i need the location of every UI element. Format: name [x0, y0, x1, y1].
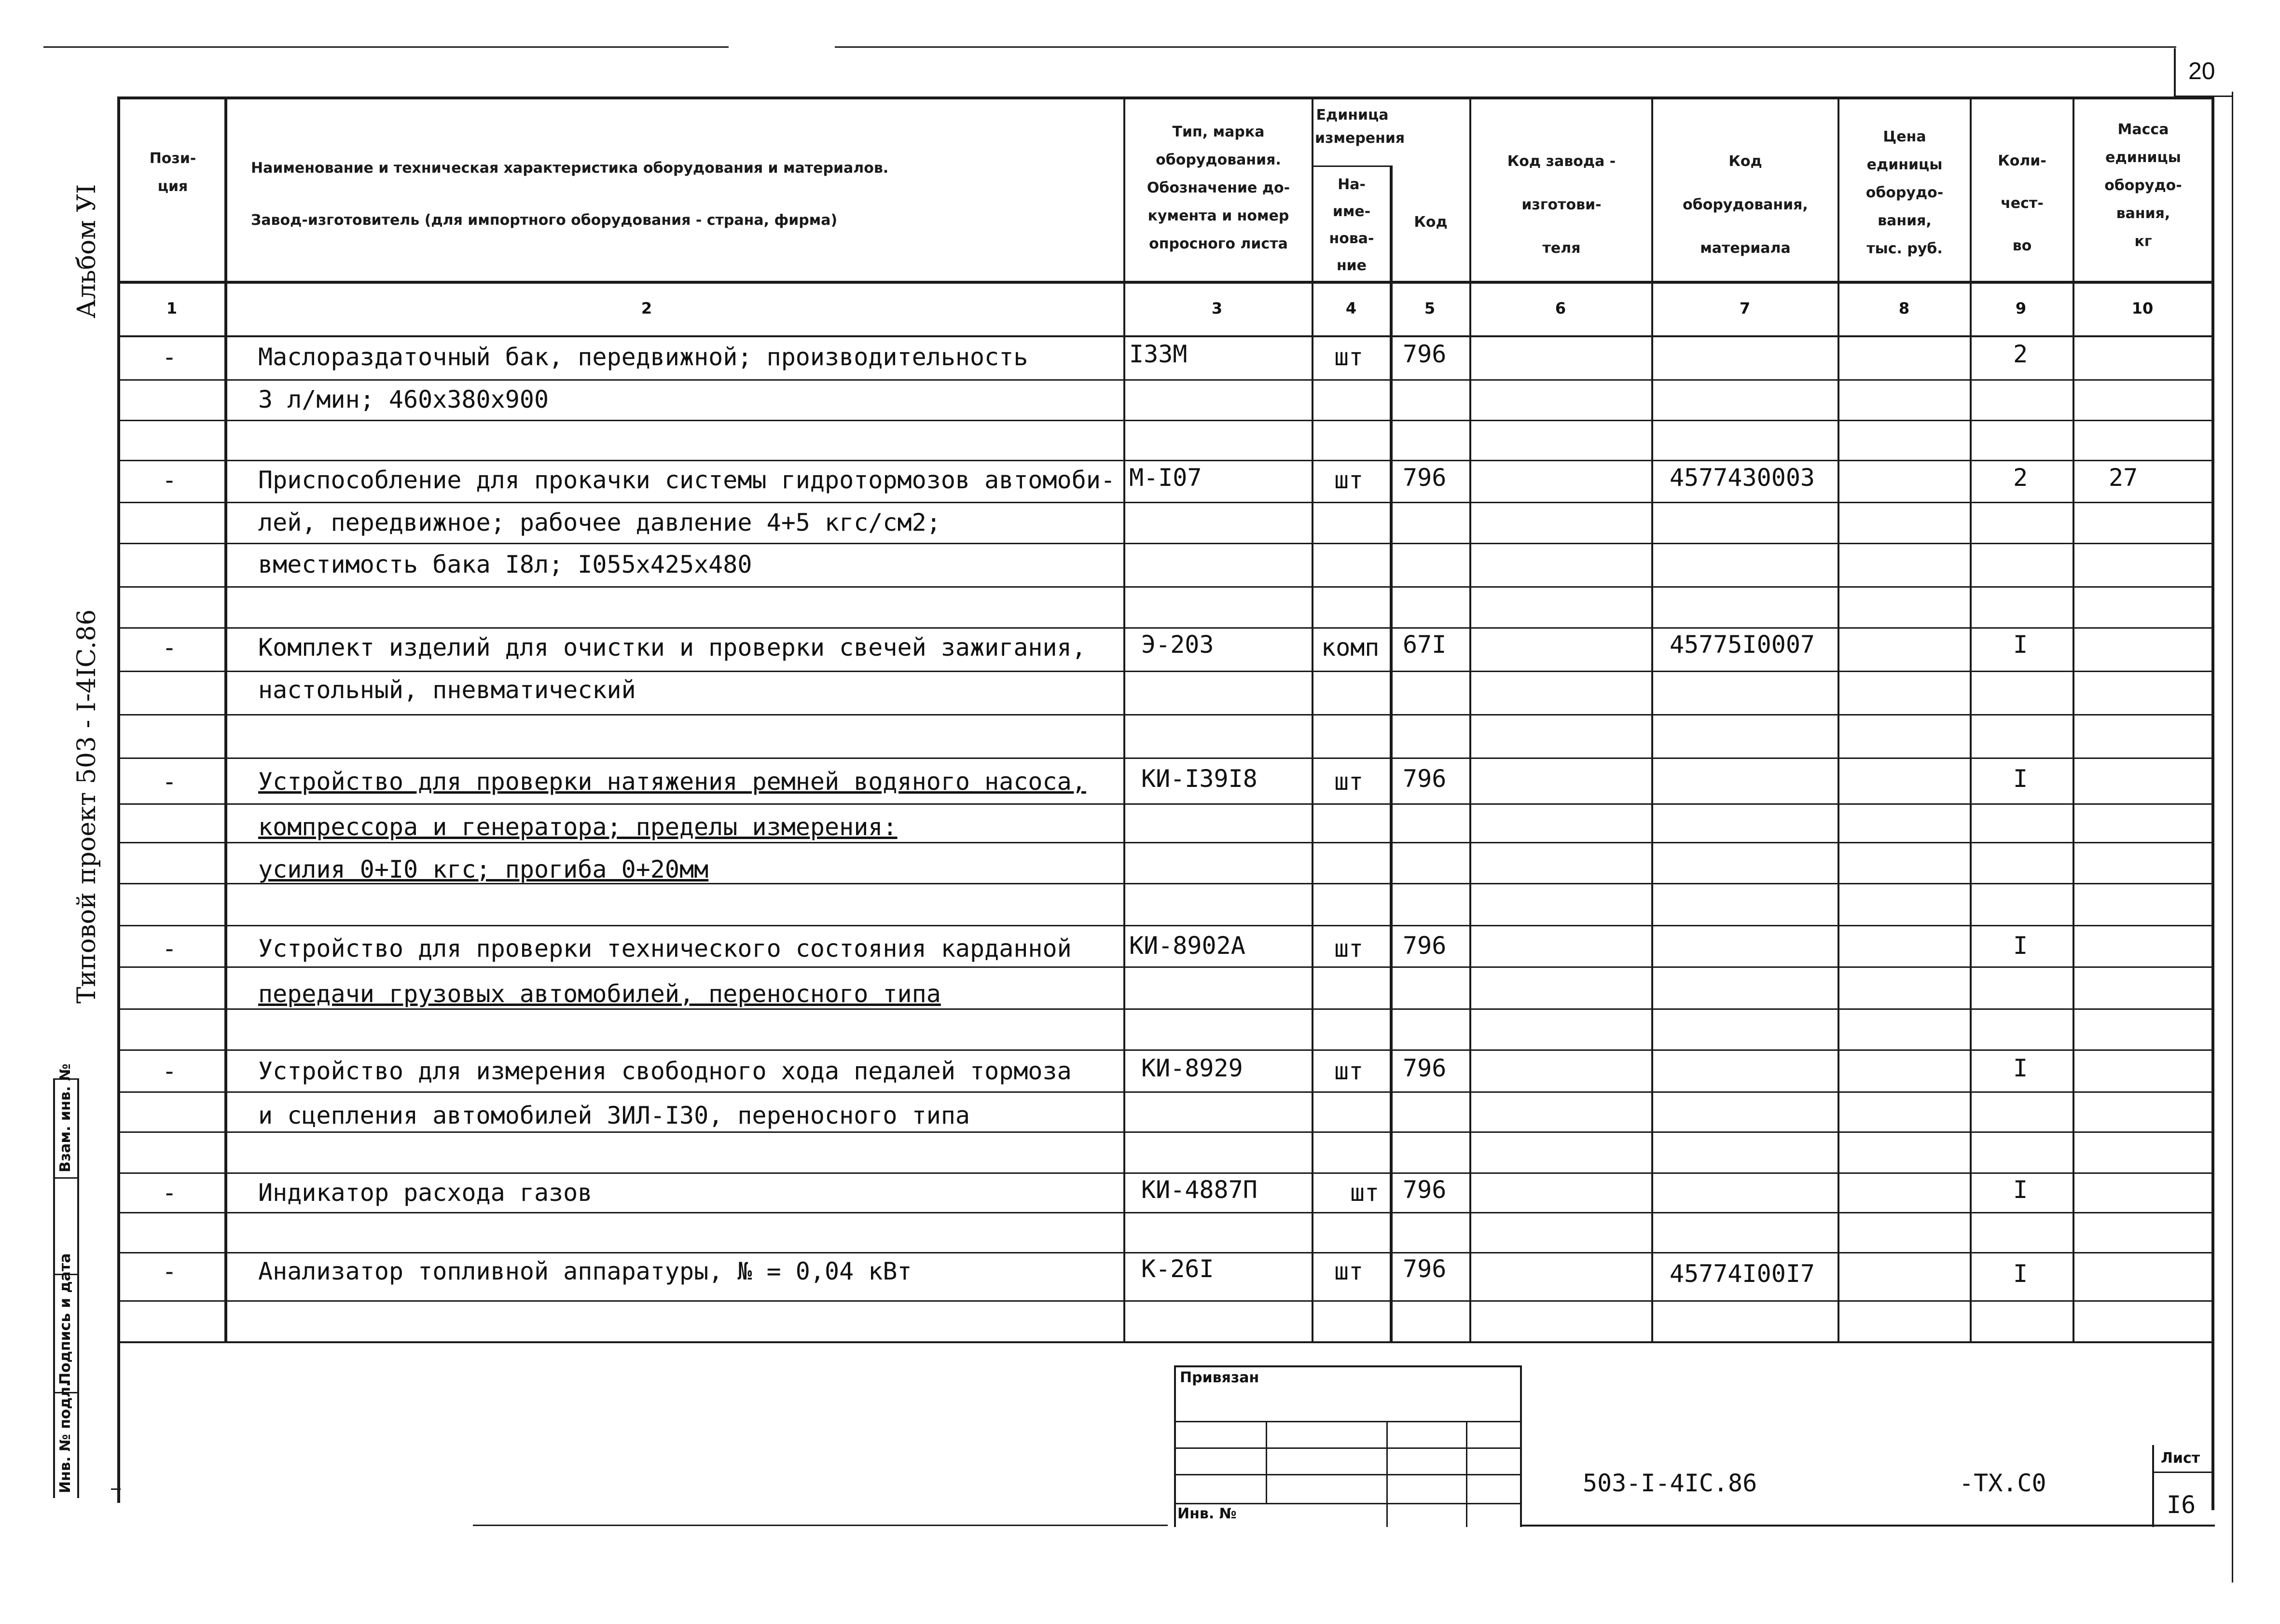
row-description-line: передачи грузовых автомобилей, переносного типа [258, 980, 941, 1008]
row-description-line: Комплект изделий для очистки и проверки свечей зажигания, [258, 633, 1086, 661]
col-num-7: 7 [1739, 299, 1751, 317]
row-equipment-code: 45775I0007 [1670, 631, 1815, 659]
stamp-label-original: Инв. № подл. [57, 1381, 74, 1493]
row-description-line: вместимость бака I8л; I055х425х480 [258, 551, 752, 578]
row-position: - [162, 1179, 177, 1207]
row-quantity: I [2013, 932, 2028, 960]
stamp-label-replacement: Взам. инв. № [57, 1063, 74, 1172]
col-num-5: 5 [1424, 299, 1436, 317]
row-unit: шт [1334, 1257, 1364, 1285]
header-unit-group: Единица измерения [1315, 107, 1405, 147]
row-description-line: Приспособление для прокачки системы гидротормозов автомоби- [258, 466, 1116, 494]
top-rule [43, 46, 729, 48]
document-code: 503-I-4IC.86 [1583, 1469, 1757, 1497]
row-unit-code: 796 [1403, 1176, 1447, 1204]
row-unit-code: 796 [1403, 932, 1447, 960]
sheet-label: Лист [2161, 1450, 2200, 1467]
header-factory-code: Код завода - изготови- теля [1507, 153, 1616, 257]
row-position: - [162, 1257, 177, 1285]
row-type: КИ-8902А [1129, 932, 1245, 960]
row-equipment-code: 45774I00I7 [1670, 1260, 1815, 1288]
row-unit: шт [1334, 1057, 1364, 1085]
row-type: КИ-8929 [1141, 1054, 1243, 1082]
row-description-line: и сцепления автомобилей ЗИЛ-I30, переносного типа [258, 1101, 970, 1129]
row-position: - [162, 343, 177, 371]
row-unit: шт [1350, 1179, 1380, 1207]
top-rule-right [835, 46, 2176, 48]
sheet-number: I6 [2167, 1491, 2196, 1519]
header-mass: Масса единицы оборудо- вания, кг [2104, 121, 2182, 250]
col-num-9: 9 [2015, 299, 2027, 317]
attached-label: Привязан [1180, 1369, 1259, 1386]
row-description-line: Индикатор расхода газов [258, 1179, 593, 1207]
row-position: - [162, 633, 177, 661]
inventory-number-label: Инв. № [1177, 1505, 1237, 1522]
row-quantity: I [2013, 1176, 2028, 1204]
row-description-line: настольный, пневматический [258, 676, 636, 704]
row-position: - [162, 466, 177, 494]
row-unit: шт [1334, 768, 1364, 796]
row-description-line: Устройство для проверки натяжения ремней водяного насоса, [258, 768, 1086, 796]
col-num-4: 4 [1345, 299, 1357, 317]
row-mass: 27 [2109, 464, 2138, 492]
col-num-6: 6 [1555, 299, 1566, 317]
project-label: Типовой проект 503 - I-4IC.86 [72, 609, 101, 1004]
row-description-line: Маслораздаточный бак, передвижной; производительность [258, 343, 1028, 371]
col-num-3: 3 [1211, 299, 1223, 317]
header-position: Пози- ция [149, 150, 196, 195]
table-left-border [117, 96, 120, 1503]
row-quantity: I [2013, 631, 2028, 659]
row-type: I33M [1129, 340, 1188, 368]
row-unit-code: 796 [1403, 1255, 1447, 1283]
row-description-line: Устройство для проверки технического состояния карданной [258, 935, 1072, 963]
row-unit-code: 67I [1403, 631, 1447, 659]
header-type: Тип, марка оборудования. Обозначение до- кумента и номер опросного листа [1147, 124, 1290, 252]
table-bottom-border [117, 1341, 2214, 1343]
row-unit: шт [1334, 343, 1364, 371]
row-unit-code: 796 [1403, 464, 1447, 492]
row-description-line: усилия 0+I0 кгс; прогиба 0+20мм [258, 855, 709, 883]
page-number: 20 [2188, 57, 2215, 84]
col-num-8: 8 [1898, 299, 1910, 317]
row-equipment-code: 4577430003 [1670, 464, 1815, 492]
row-description-line: 3 л/мин; 460х380х900 [258, 385, 549, 413]
row-unit: комп [1321, 633, 1380, 661]
row-type: КИ-4887П [1141, 1176, 1257, 1204]
row-position: - [162, 768, 177, 796]
row-description-line: Устройство для измерения свободного хода педалей тормоза [258, 1057, 1072, 1085]
row-position: - [162, 1057, 177, 1085]
row-type: КИ-I39I8 [1141, 765, 1257, 793]
row-description-line: Анализатор топливной аппаратуры, № = 0,04 кВт [258, 1257, 912, 1285]
document-suffix: -TX.C0 [1959, 1469, 2046, 1497]
header-quantity: Коли- чест- во [1998, 152, 2046, 254]
album-label: Альбом УI [72, 184, 101, 318]
header-name: Наименование и техническая характеристика оборудования и материалов. Завод-изготовитель (для импортного оборудования - страна, фирма) [251, 160, 889, 229]
header-equipment-code: Код оборудования, материала [1683, 153, 1808, 257]
row-quantity: I [2013, 765, 2028, 793]
row-unit: шт [1334, 935, 1364, 963]
row-unit: шт [1334, 466, 1364, 494]
col-num-1: 1 [166, 299, 178, 317]
stamp-label-signature: Подпись и дата [57, 1253, 74, 1385]
header-price: Цена единицы оборудо- вания, тыс. руб. [1865, 128, 1944, 257]
row-unit-code: 796 [1403, 1054, 1447, 1082]
row-type: К-26I [1141, 1255, 1214, 1283]
row-type: Э-203 [1141, 631, 1214, 659]
row-description-line: компрессора и генератора; пределы измерения: [258, 813, 898, 841]
row-quantity: 2 [2013, 464, 2028, 492]
header-unit-name: На- име- нова- ние [1329, 176, 1374, 274]
row-type: М-I07 [1129, 464, 1202, 492]
col-num-2: 2 [641, 299, 652, 317]
table-top-border [117, 96, 2214, 99]
header-unit-code: Код [1414, 214, 1448, 231]
row-description-line: лей, передвижное; рабочее давление 4+5 кгс/см2; [258, 509, 941, 537]
row-position: - [162, 935, 177, 963]
row-unit-code: 796 [1403, 340, 1447, 368]
row-quantity: I [2013, 1054, 2028, 1082]
row-quantity: 2 [2013, 340, 2028, 368]
row-quantity: I [2013, 1260, 2028, 1288]
row-unit-code: 796 [1403, 765, 1447, 793]
col-num-10: 10 [2131, 299, 2154, 317]
